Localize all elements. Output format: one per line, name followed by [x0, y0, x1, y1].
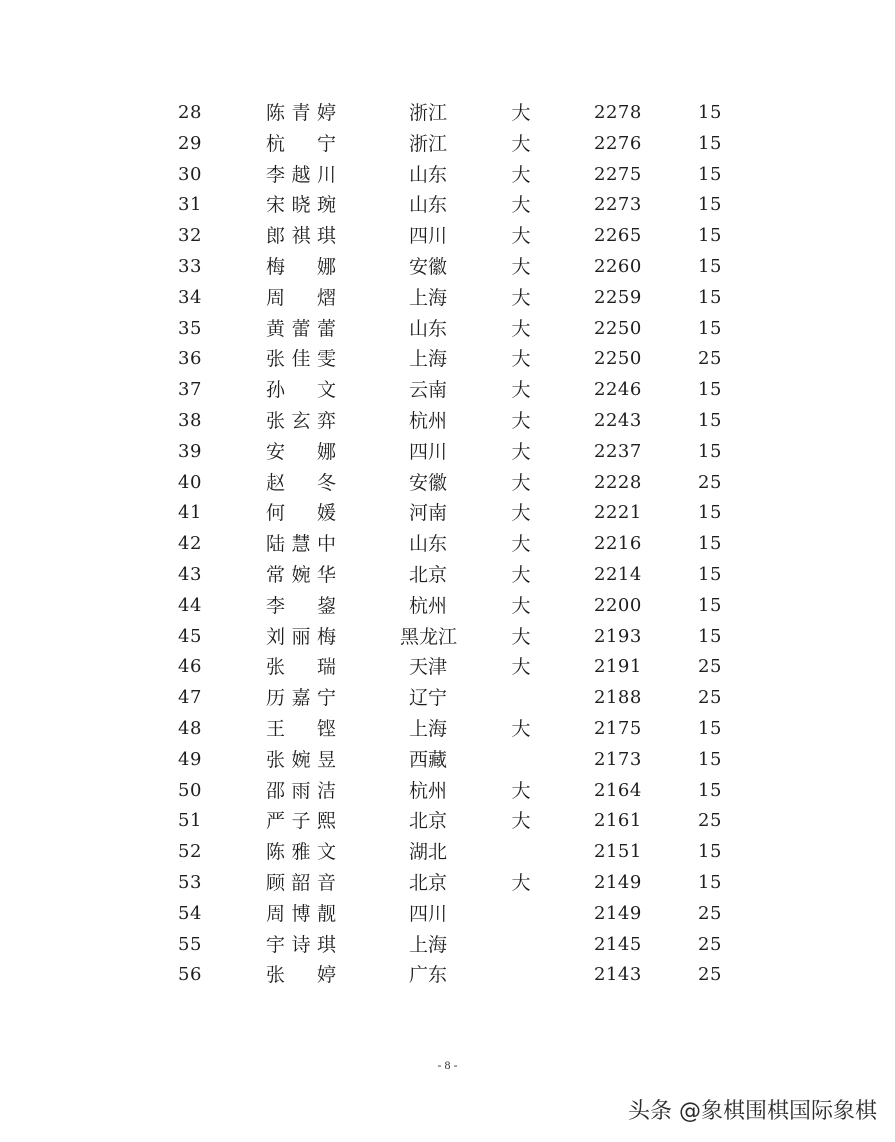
player-title: 大: [511, 471, 531, 494]
player-province: 上海: [408, 286, 447, 309]
table-row: [0, 868, 895, 899]
player-name-char: 川: [316, 163, 336, 186]
player-rating: 2276: [594, 132, 642, 154]
player-province: 西藏: [408, 748, 447, 771]
player-title: 大: [511, 409, 531, 432]
player-title: 大: [511, 440, 531, 463]
player-k-factor: 15: [698, 871, 722, 893]
player-rating: 2221: [594, 502, 642, 524]
player-name-char: 杭: [266, 132, 286, 155]
player-title: 大: [511, 194, 531, 217]
table-row: [0, 776, 895, 807]
player-province: 山东: [408, 194, 447, 217]
player-name-char: 郎: [266, 225, 286, 248]
player-name: [266, 806, 336, 837]
player-rating: 2250: [594, 317, 642, 339]
player-province: 黑龙江: [400, 625, 458, 648]
player-province: 湖北: [408, 841, 447, 864]
player-number: 54: [178, 902, 202, 924]
player-number: 42: [178, 533, 202, 555]
player-k-factor: 15: [698, 194, 722, 216]
player-name-char: 越: [291, 163, 311, 186]
player-name-char: 华: [316, 563, 336, 586]
table-row: [0, 652, 895, 683]
player-number: 31: [178, 194, 202, 216]
player-province: 广东: [408, 964, 447, 987]
table-row: [0, 560, 895, 591]
player-number: 37: [178, 379, 202, 401]
player-rating: 2173: [594, 748, 642, 770]
table-row: [0, 375, 895, 406]
player-name-char: 雯: [316, 348, 336, 371]
table-row: [0, 437, 895, 468]
player-name: [266, 190, 336, 221]
table-row: [0, 714, 895, 745]
player-province: 安徽: [408, 471, 447, 494]
player-rating: 2200: [594, 594, 642, 616]
player-name-char: 韶: [291, 871, 311, 894]
player-province: 北京: [408, 871, 447, 894]
player-name: [266, 468, 336, 499]
player-name: [266, 652, 336, 683]
player-name: [266, 406, 336, 437]
player-title: 大: [511, 533, 531, 556]
player-name-char: 娜: [316, 440, 336, 463]
player-k-factor: 15: [698, 502, 722, 524]
player-name-char: 瑞: [316, 656, 336, 679]
player-number: 33: [178, 255, 202, 277]
table-row: [0, 899, 895, 930]
player-title: 大: [511, 625, 531, 648]
player-rating: 2273: [594, 194, 642, 216]
player-name: [266, 98, 336, 129]
player-name-char: 何: [266, 502, 286, 525]
player-name-char: 黄: [266, 317, 286, 340]
player-k-factor: 15: [698, 409, 722, 431]
table-row: [0, 160, 895, 191]
player-name: [266, 960, 336, 991]
player-name: [266, 221, 336, 252]
player-name-char: 诗: [291, 933, 311, 956]
player-k-factor: 25: [698, 348, 722, 370]
player-name: [266, 930, 336, 961]
player-name: [266, 776, 336, 807]
player-name: [266, 375, 336, 406]
player-name-char: 媛: [316, 502, 336, 525]
player-rating: 2246: [594, 379, 642, 401]
player-name: [266, 129, 336, 160]
player-number: 46: [178, 656, 202, 678]
player-name: [266, 591, 336, 622]
player-name-char: 宁: [316, 687, 336, 710]
player-name-char: 宁: [316, 132, 336, 155]
player-name-char: 李: [266, 594, 286, 617]
table-row: [0, 283, 895, 314]
player-name-char: 中: [316, 533, 336, 556]
player-name: [266, 283, 336, 314]
player-k-factor: 15: [698, 102, 722, 123]
player-name-char: 张: [266, 964, 286, 987]
player-k-factor: 15: [698, 225, 722, 247]
player-name: [266, 160, 336, 191]
player-k-factor: 15: [698, 163, 722, 185]
player-name: [266, 622, 336, 653]
player-k-factor: 25: [698, 933, 722, 955]
player-name-char: 铿: [316, 717, 336, 740]
player-name-char: 刘: [266, 625, 286, 648]
player-k-factor: 15: [698, 255, 722, 277]
player-title: 大: [511, 132, 531, 155]
player-number: 53: [178, 871, 202, 893]
player-name-char: 历: [266, 687, 286, 710]
player-name-char: 安: [266, 440, 286, 463]
player-name-char: 顾: [266, 871, 286, 894]
player-rating: 2145: [594, 933, 642, 955]
player-title: 大: [511, 379, 531, 402]
player-k-factor: 25: [698, 471, 722, 493]
player-name-char: 音: [316, 871, 336, 894]
player-name-char: 常: [266, 563, 286, 586]
player-title: 大: [511, 717, 531, 740]
player-name-char: 佳: [291, 348, 311, 371]
player-province: 河南: [408, 502, 447, 525]
player-name-char: 娜: [316, 255, 336, 278]
player-rating: 2149: [594, 902, 642, 924]
player-rating: 2228: [594, 471, 642, 493]
table-row: [0, 806, 895, 837]
player-rating: 2214: [594, 563, 642, 585]
table-row: [0, 314, 895, 345]
player-k-factor: 15: [698, 748, 722, 770]
player-name-char: 晓: [291, 194, 311, 217]
player-province: 四川: [408, 902, 447, 925]
rating-table: [0, 98, 895, 991]
player-province: 四川: [408, 440, 447, 463]
player-name-char: 鋆: [316, 594, 336, 617]
page-number: - 8 -: [437, 1058, 458, 1072]
player-name-char: 婷: [316, 102, 336, 124]
player-k-factor: 15: [698, 717, 722, 739]
player-k-factor: 15: [698, 625, 722, 647]
player-k-factor: 15: [698, 440, 722, 462]
player-name-char: 张: [266, 656, 286, 679]
player-name-char: 琬: [316, 194, 336, 217]
player-number: 34: [178, 286, 202, 308]
player-name-char: 弈: [316, 409, 336, 432]
player-k-factor: 15: [698, 286, 722, 308]
table-row: [0, 930, 895, 961]
table-row: [0, 221, 895, 252]
player-province: 云南: [408, 379, 447, 402]
player-name: [266, 437, 336, 468]
player-title: 大: [511, 286, 531, 309]
player-number: 49: [178, 748, 202, 770]
player-name-char: 靓: [316, 902, 336, 925]
player-province: 安徽: [408, 255, 447, 278]
player-rating: 2164: [594, 779, 642, 801]
player-name-char: 王: [266, 717, 286, 740]
player-name-char: 婷: [316, 964, 336, 987]
player-number: 29: [178, 132, 202, 154]
player-k-factor: 15: [698, 841, 722, 863]
player-name-char: 张: [266, 748, 286, 771]
player-rating: 2149: [594, 871, 642, 893]
player-rating: 2250: [594, 348, 642, 370]
player-rating: 2191: [594, 656, 642, 678]
player-province: 辽宁: [408, 687, 447, 710]
player-name-char: 洁: [316, 779, 336, 802]
player-province: 山东: [408, 533, 447, 556]
player-k-factor: 15: [698, 379, 722, 401]
player-province: 上海: [408, 348, 447, 371]
player-k-factor: 15: [698, 563, 722, 585]
watermark: 头条 @象棋围棋国际象棋: [628, 1099, 877, 1124]
player-name-char: 琪: [316, 933, 336, 956]
player-number: 35: [178, 317, 202, 339]
player-k-factor: 15: [698, 779, 722, 801]
player-title: 大: [511, 656, 531, 679]
player-name-char: 丽: [291, 625, 311, 648]
player-number: 38: [178, 409, 202, 431]
player-k-factor: 25: [698, 964, 722, 986]
player-name-char: 青: [291, 102, 311, 124]
player-rating: 2278: [594, 102, 642, 123]
player-rating: 2265: [594, 225, 642, 247]
player-name-char: 陈: [266, 841, 286, 864]
player-name-char: 琪: [316, 225, 336, 248]
player-province: 山东: [408, 163, 447, 186]
player-name-char: 文: [316, 379, 336, 402]
player-name-char: 熠: [316, 286, 336, 309]
player-name: [266, 252, 336, 283]
player-number: 51: [178, 810, 202, 832]
player-k-factor: 25: [698, 810, 722, 832]
player-province: 北京: [408, 810, 447, 833]
player-title: 大: [511, 102, 531, 124]
table-row: [0, 745, 895, 776]
player-name-char: 慧: [291, 533, 311, 556]
player-rating: 2193: [594, 625, 642, 647]
table-row: [0, 344, 895, 375]
player-province: 浙江: [408, 102, 447, 124]
player-title: 大: [511, 779, 531, 802]
player-number: 30: [178, 163, 202, 185]
player-name-char: 雅: [291, 841, 311, 864]
player-number: 55: [178, 933, 202, 955]
player-title: 大: [511, 348, 531, 371]
player-name-char: 孙: [266, 379, 286, 402]
player-name-char: 周: [266, 902, 286, 925]
table-row: [0, 406, 895, 437]
player-name: [266, 314, 336, 345]
player-name-char: 张: [266, 409, 286, 432]
player-name-char: 宋: [266, 194, 286, 217]
player-name-char: 张: [266, 348, 286, 371]
player-k-factor: 15: [698, 132, 722, 154]
player-rating: 2243: [594, 409, 642, 431]
player-k-factor: 25: [698, 687, 722, 709]
player-name-char: 婉: [291, 563, 311, 586]
player-name-char: 梅: [266, 255, 286, 278]
player-name-char: 熙: [316, 810, 336, 833]
table-row: [0, 498, 895, 529]
table-row: [0, 129, 895, 160]
player-number: 28: [178, 102, 202, 123]
player-name-char: 博: [291, 902, 311, 925]
player-name-char: 冬: [316, 471, 336, 494]
player-name-char: 蕾: [316, 317, 336, 340]
player-name: [266, 868, 336, 899]
player-k-factor: 15: [698, 533, 722, 555]
player-name-char: 宇: [266, 933, 286, 956]
player-province: 天津: [408, 656, 447, 679]
player-number: 52: [178, 841, 202, 863]
player-name: [266, 837, 336, 868]
player-number: 50: [178, 779, 202, 801]
player-number: 32: [178, 225, 202, 247]
player-rating: 2151: [594, 841, 642, 863]
player-name-char: 雨: [291, 779, 311, 802]
player-rating: 2259: [594, 286, 642, 308]
player-title: 大: [511, 810, 531, 833]
player-name-char: 文: [316, 841, 336, 864]
table-row: [0, 591, 895, 622]
player-k-factor: 15: [698, 594, 722, 616]
player-title: 大: [511, 225, 531, 248]
player-name-char: 昱: [316, 748, 336, 771]
table-row: [0, 683, 895, 714]
player-province: 四川: [408, 225, 447, 248]
player-rating: 2260: [594, 255, 642, 277]
table-row: [0, 468, 895, 499]
player-number: 56: [178, 964, 202, 986]
player-name: [266, 683, 336, 714]
player-rating: 2237: [594, 440, 642, 462]
player-name-char: 严: [266, 810, 286, 833]
player-name-char: 蕾: [291, 317, 311, 340]
player-title: 大: [511, 594, 531, 617]
player-title: 大: [511, 317, 531, 340]
table-row: [0, 837, 895, 868]
player-rating: 2143: [594, 964, 642, 986]
player-k-factor: 15: [698, 317, 722, 339]
player-name: [266, 714, 336, 745]
player-title: 大: [511, 163, 531, 186]
player-number: 45: [178, 625, 202, 647]
player-number: 43: [178, 563, 202, 585]
player-province: 浙江: [408, 132, 447, 155]
player-name-char: 子: [291, 810, 311, 833]
player-rating: 2175: [594, 717, 642, 739]
player-rating: 2216: [594, 533, 642, 555]
player-name-char: 梅: [316, 625, 336, 648]
player-number: 36: [178, 348, 202, 370]
player-name: [266, 529, 336, 560]
player-name: [266, 899, 336, 930]
player-name-char: 邵: [266, 779, 286, 802]
player-title: 大: [511, 871, 531, 894]
player-province: 杭州: [408, 779, 447, 802]
player-name: [266, 498, 336, 529]
table-row: [0, 622, 895, 653]
table-row: [0, 960, 895, 991]
player-rating: 2188: [594, 687, 642, 709]
player-name-char: 陈: [266, 102, 286, 124]
player-title: 大: [511, 502, 531, 525]
player-name-char: 嘉: [291, 687, 311, 710]
player-number: 40: [178, 471, 202, 493]
player-name-char: 玄: [291, 409, 311, 432]
player-number: 44: [178, 594, 202, 616]
player-name-char: 李: [266, 163, 286, 186]
player-name-char: 祺: [291, 225, 311, 248]
player-name-char: 陆: [266, 533, 286, 556]
player-rating: 2161: [594, 810, 642, 832]
table-row: [0, 252, 895, 283]
player-name-char: 周: [266, 286, 286, 309]
player-k-factor: 25: [698, 902, 722, 924]
table-row: [0, 98, 895, 129]
table-row: [0, 190, 895, 221]
table-row: [0, 529, 895, 560]
player-number: 47: [178, 687, 202, 709]
player-number: 48: [178, 717, 202, 739]
player-title: 大: [511, 255, 531, 278]
player-province: 杭州: [408, 409, 447, 432]
player-title: 大: [511, 563, 531, 586]
player-rating: 2275: [594, 163, 642, 185]
player-name-char: 赵: [266, 471, 286, 494]
player-province: 上海: [408, 717, 447, 740]
player-name-char: 婉: [291, 748, 311, 771]
player-name: [266, 745, 336, 776]
player-name: [266, 344, 336, 375]
player-province: 上海: [408, 933, 447, 956]
player-province: 北京: [408, 563, 447, 586]
player-province: 杭州: [408, 594, 447, 617]
player-k-factor: 25: [698, 656, 722, 678]
player-number: 39: [178, 440, 202, 462]
player-name: [266, 560, 336, 591]
player-province: 山东: [408, 317, 447, 340]
player-number: 41: [178, 502, 202, 524]
